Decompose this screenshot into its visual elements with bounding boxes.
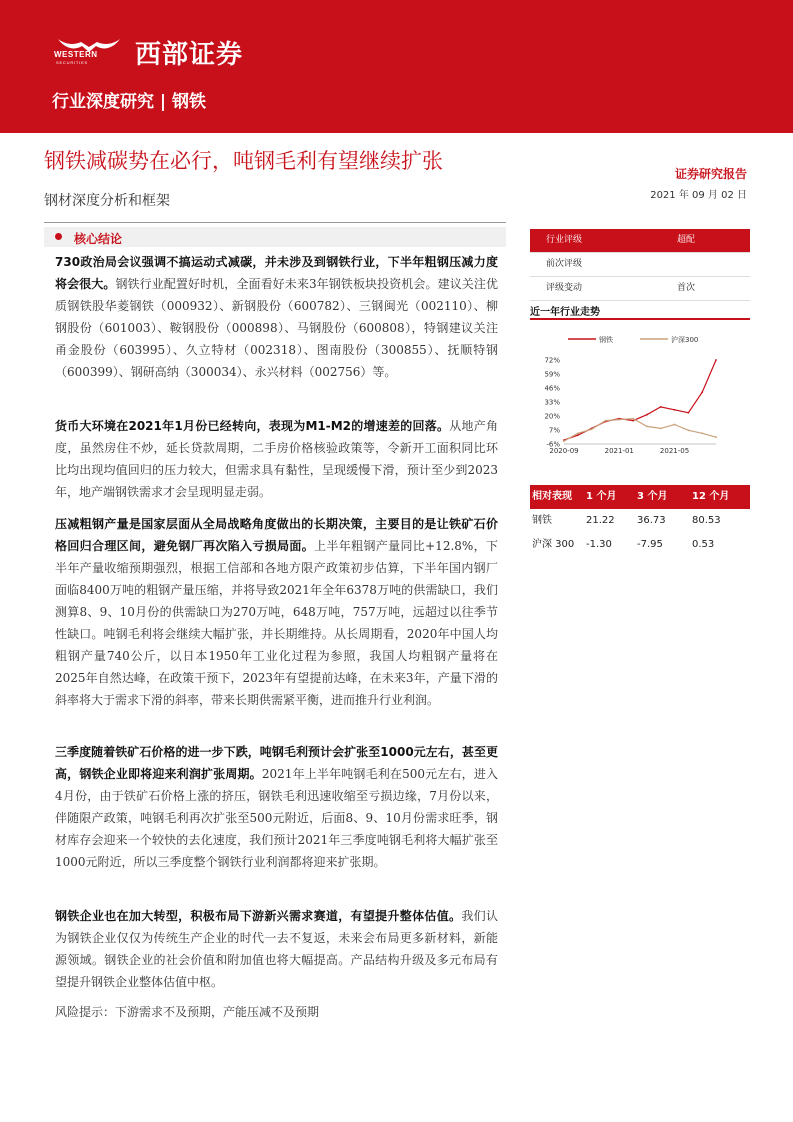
company-name-en: WESTERN (54, 50, 98, 59)
data-point (688, 429, 690, 431)
performance-table (530, 485, 750, 557)
rating-row (530, 277, 750, 301)
paragraph-text: 从地产角度，虽然房住不炒，延长贷款周期，二手房价格核验政策等，令新开工面积同比环比均出现均值回归的压力较大，但需求具有黏性，呈现缓慢下滑，预计至少到2023年，地产端钢铁需求才会呈现明显走弱。 (55, 419, 498, 499)
data-point (715, 436, 717, 438)
legend-label: 沪深300 (671, 336, 699, 344)
performance-cell: -7.95 (637, 539, 663, 550)
rating-table (530, 229, 750, 301)
performance-row (530, 509, 750, 533)
data-point (632, 418, 634, 420)
y-tick-label: 20% (544, 412, 560, 421)
header-band (0, 0, 793, 133)
performance-header-cell: 12 个月 (692, 491, 730, 502)
rating-value: 首次 (677, 283, 696, 293)
rating-row (530, 229, 750, 253)
performance-cell: 钢铁 (532, 515, 552, 526)
data-point (660, 406, 662, 408)
y-tick-label: 46% (544, 384, 560, 393)
data-point (605, 420, 607, 422)
risk-notice: 风险提示：下游需求不及预期，产能压减不及预期 (55, 1005, 320, 1019)
paragraph-text: 钢铁行业配置好时机，全面看好未来3年钢铁板块投资机会。建议关注优质钢铁股华菱钢铁（000932）、新钢股份（600782）、三钢闽光（002110）、柳钢股份（601003）、鞍钢股份（000898）、马钢股份（600808），特钢建议关注甬金股份（603995）、久立特材（002318）、图南股份（300855）、抚顺特钢（600399）、钢研高纳（300034）、永兴材料（002756）等。 (55, 277, 498, 379)
x-tick-label: 2020-09 (549, 447, 579, 455)
data-point (618, 419, 620, 421)
data-point (577, 432, 579, 434)
performance-header-row (530, 485, 750, 509)
data-point (591, 428, 593, 430)
report-subtitle: 钢材深度分析和框架 (44, 193, 170, 209)
x-tick-label: 2021-01 (604, 447, 634, 455)
paragraph-text: 2021年上半年吨钢毛利在500元左右，进入4月份，由于铁矿石价格上涨的挤压，钢铁毛利迅速收缩至亏损边缘，7月份以来，伴随限产政策，吨钢毛利再次扩张至500元附近，后面8、9、10月份需求旺季，钢材库存会迎来一个较快的去化速度，我们预计2021年三季度吨钢毛利将大幅扩张至1000元附近，所以三季度整个钢铁行业利润都将迎来扩张期。 (55, 767, 498, 869)
y-tick-label: 72% (544, 356, 560, 365)
performance-cell: 80.53 (692, 515, 721, 526)
y-tick-label: -6% (546, 440, 560, 449)
performance-cell: 21.22 (586, 515, 615, 526)
data-point (674, 424, 676, 426)
chart-title: 近一年行业走势 (530, 307, 600, 318)
bullet-icon (55, 233, 62, 240)
data-point (646, 426, 648, 428)
paragraph-text: 我们认为钢铁企业仅仅为传统生产企业的时代一去不复返，未来会布局更多新材料，新能源领域。钢铁企业的社会价值和附加值也将大幅提高。产品结构升级及多元布局有望提升钢铁企业整体估值中枢。 (55, 909, 498, 989)
data-point (660, 428, 662, 430)
rating-key: 行业评级 (546, 235, 583, 245)
x-tick-label: 2021-05 (659, 447, 690, 455)
rating-key: 评级变动 (546, 283, 583, 293)
data-point (715, 359, 717, 361)
data-point (646, 414, 648, 416)
paragraph-lead: 钢铁企业也在加大转型，积极布局下游新兴需求赛道，有望提升整体估值。 (55, 909, 462, 923)
paragraph (55, 251, 498, 383)
performance-cell: 36.73 (637, 515, 666, 526)
series-line-csi300 (564, 419, 716, 442)
report-section: 行业深度研究 | 钢铁 (52, 92, 207, 112)
data-point (688, 412, 690, 414)
performance-row (530, 533, 750, 557)
performance-cell: 沪深 300 (532, 539, 575, 550)
paragraph-lead: 货币大环境在2021年1月份已经转向，表现为M1-M2的增速差的回落。 (55, 419, 450, 433)
data-point (563, 440, 565, 442)
rating-key: 前次评级 (546, 259, 583, 269)
paragraph (55, 513, 498, 711)
rating-row (530, 253, 750, 277)
performance-header-cell: 3 个月 (637, 491, 668, 502)
performance-cell: 0.53 (692, 539, 715, 550)
report-type: 证券研究报告 (674, 167, 747, 181)
paragraph-lead: 压减粗钢产量是国家层面从全局战略角度做出的长期决策，主要目的是让铁矿石价格回归合理区间，避免钢厂再次陷入亏损局面。 (55, 517, 498, 553)
divider (44, 222, 506, 223)
paragraph (55, 741, 498, 873)
data-point (701, 432, 703, 434)
performance-header-cell: 1 个月 (586, 491, 617, 502)
paragraph (55, 905, 498, 993)
y-tick-label: 59% (544, 370, 560, 379)
paragraph-text: 上半年粗钢产量同比+12.8%，下半年产量收缩预期强烈，根据工信部和各地方限产政策初步估算，下半年国内钢厂面临8400万吨的粗钢产量压缩，并将导致2021年全年6378万吨的供需缺口，我们测算8、9、10月份的供需缺口为270万吨，648万吨，757万吨，远超过以往季节性缺口。吨钢毛利将会继续大幅扩张，并长期维持。从长周期看，2020年中国人均粗钢产量740公斤，以日本1950年工业化过程为参照，我国人均粗钢产量将在2025年自然达峰，在政策干预下，2023年有望提前达峰，在未来3年，产量下滑的斜率将大于需求下滑的斜率，带来长期供需紧平衡，进而推升行业利润。 (55, 539, 498, 707)
paragraph (55, 415, 498, 503)
data-point (674, 409, 676, 411)
industry-trend-chart (530, 330, 750, 460)
performance-header-cell: 相对表现 (532, 491, 572, 502)
company-name-en-sub: SECURITIES (56, 60, 89, 65)
paragraph-lead: 730政治局会议强调不搞运动式减碳，并未涉及到钢铁行业，下半年粗钢压减力度将会很大。 (55, 255, 498, 291)
report-title: 钢铁减碳势在必行，吨钢毛利有望继续扩张 (44, 149, 443, 173)
data-point (577, 434, 579, 436)
data-point (701, 391, 703, 393)
chart-title-rule (530, 318, 750, 320)
paragraph-lead: 三季度随着铁矿石价格的进一步下跌，吨钢毛利预计会扩张至1000元左右，甚至更高，钢铁企业即将迎来利润扩张周期。 (55, 745, 498, 781)
performance-cell: -1.30 (586, 539, 612, 550)
y-tick-label: 33% (544, 398, 560, 407)
key-conclusion-label: 核心结论 (74, 232, 123, 246)
legend-label: 钢铁 (599, 336, 613, 344)
rating-value: 超配 (677, 235, 696, 245)
y-tick-label: 7% (548, 426, 560, 435)
report-date: 2021 年 09 月 02 日 (650, 190, 747, 201)
key-conclusion-bar (44, 227, 506, 247)
company-name-cn: 西部证券 (135, 40, 244, 70)
series-line-steel (564, 360, 716, 440)
data-point (632, 420, 634, 422)
